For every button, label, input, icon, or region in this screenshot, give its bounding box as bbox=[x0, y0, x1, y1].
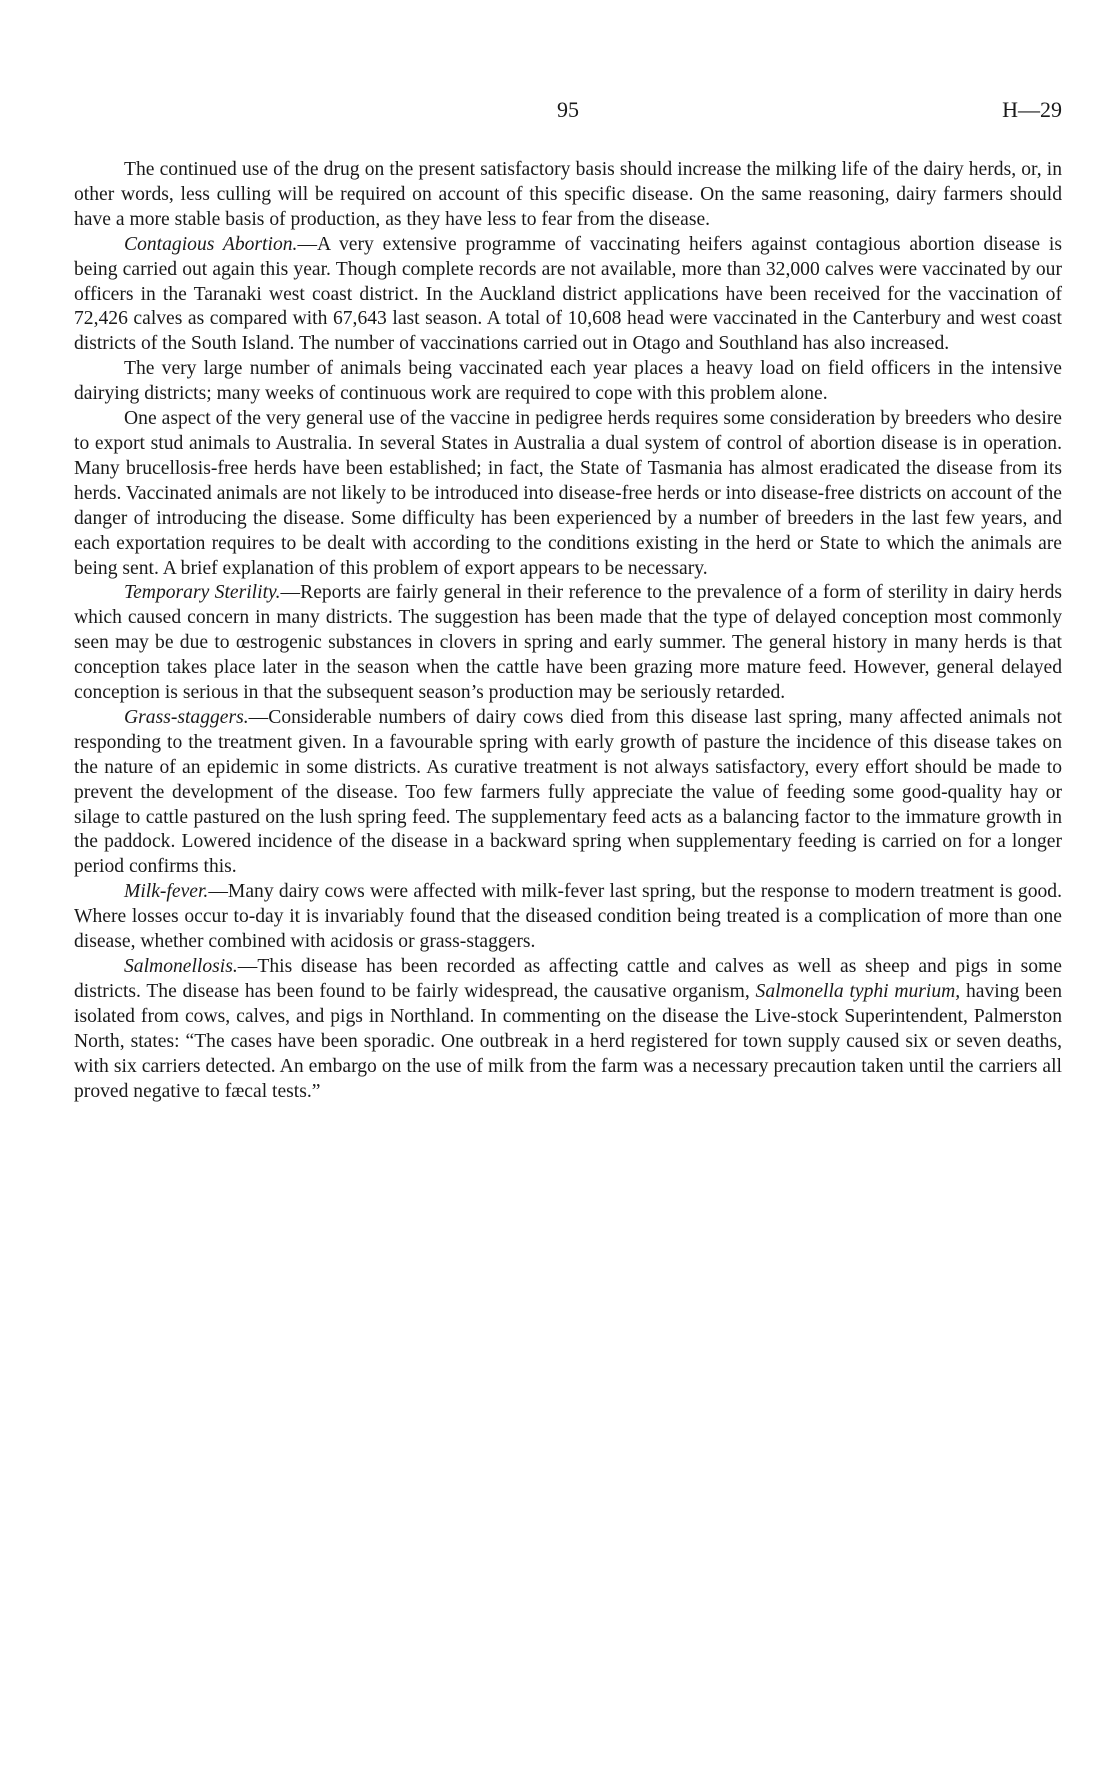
paragraph-salmonellosis bbox=[74, 955, 1062, 1104]
document-page bbox=[74, 0, 1062, 1781]
page-number: 95 bbox=[557, 97, 579, 122]
section-heading: Milk-fever. bbox=[124, 881, 209, 903]
page-header bbox=[74, 97, 1062, 127]
section-heading: Contagious Abortion. bbox=[124, 233, 298, 255]
paragraph-text: —This disease has been recorded as affecting cattle and calves as well as sheep and pigs in some districts. The disease has been found to be fairly widespread, the causative organism, bbox=[74, 956, 1062, 1002]
paragraph-contagious-abortion bbox=[74, 233, 1062, 358]
paragraph-text: —Many dairy cows were affected with milk-fever last spring, but the response to modern treatment is good. Where losses occur to-day it is invariably found that the diseased condition being treated is a complication of more than one disease, whether combined with acidosis or grass-staggers. bbox=[74, 881, 1062, 953]
paragraph-text: The very large number of animals being vaccinated each year places a heavy load on field officers in the intensive dairying districts; many weeks of continuous work are required to cope with this problem alone. bbox=[74, 358, 1062, 405]
paragraph-text: —Considerable numbers of dairy cows died from this disease last spring, many affected animals not responding to the treatment given. In a favourable spring with early growth of pasture the incidence of this disease takes on the nature of an epidemic in some districts. As curative treatment is not always satisfactory, every effort should be made to prevent the development of the disease. Too few farmers fully appreciate the value of feeding some good-quality hay or silage to cattle pastured on the lush spring feed. The supplementary feed acts as a balancing factor to the immature growth in the paddock. Lowered incidence of the disease in a backward spring when supplementary feeding is carried on for a longer period confirms this. bbox=[74, 706, 1062, 878]
paragraph-text: —A very extensive programme of vaccinating heifers against contagious abortion disease is being carried out again this year. Though complete records are not available, more than 32,000 calves were vaccinated by our officers in the Taranaki west coast district. In the Auckland district applications have been received for the vaccination of 72,426 calves as compared with 67,643 last season. A total of 10,608 head were vaccinated in the Canterbury and west coast districts of the South Island. The number of vaccinations carried out in Otago and Southland has also increased. bbox=[74, 233, 1062, 355]
paragraph-drug-use bbox=[74, 158, 1062, 233]
section-heading: Salmonellosis. bbox=[124, 956, 238, 977]
paragraph-milk-fever bbox=[74, 880, 1062, 955]
paragraph-export bbox=[74, 407, 1062, 581]
paragraph-text: —Reports are fairly general in their reference to the prevalence of a form of sterility in dairy herds which caused concern in many districts. The suggestion has been made that the type of delayed conception most commonly seen may be due to œstrogenic substances in clovers in spring and early summer. The general history in many herds is that conception takes place later in the season when the cattle have been grazing more mature feed. However, general delayed conception is serious in that the subsequent season’s production may be seriously retarded. bbox=[74, 582, 1062, 704]
paragraph-vaccination-load bbox=[74, 357, 1062, 407]
paragraph-text: having been isolated from cows, calves, and pigs in Northland. In commenting on the disease the Live-stock Superintendent, Palmerston North, states: “The cases have been sporadic. One outbreak in a herd registered for town supply caused six or seven deaths, with six carriers detected. An embargo on the use of milk from the farm was a necessary precaution taken until the carriers all proved negative to fæcal tests.” bbox=[74, 980, 1062, 1102]
paragraph-text: The continued use of the drug on the present satisfactory basis should increase the milking life of the dairy herds, or, in other words, less culling will be required on account of this specific disease. On the same reasoning, dairy farmers should have a more stable basis of production, as they have less to fear from the disease. bbox=[74, 159, 1062, 230]
section-heading: Grass-staggers. bbox=[124, 706, 249, 728]
paragraph-text: One aspect of the very general use of the vaccine in pedigree herds requires some consideration by breeders who desire to export stud animals to Australia. In several States in Australia a dual system of control of abortion disease is in operation. Many brucellosis-free herds have been established; in fact, the State of Tasmania has almost eradicated the disease from its herds. Vaccinated animals are not likely to be introduced into disease-free herds or into disease-free districts on account of the danger of introducing the disease. Some difficulty has been experienced by a number of breeders in the last few years, and each exportation requires to be dealt with according to the conditions existing in the herd or State to which the animals are being sent. A brief explanation of this problem of export appears to be necessary. bbox=[74, 408, 1062, 579]
organism-name: Salmonella typhi murium, bbox=[755, 980, 961, 1002]
paragraph-grass-staggers bbox=[74, 706, 1062, 880]
document-reference: H—29 bbox=[1002, 97, 1062, 122]
paragraph-temporary-sterility bbox=[74, 581, 1062, 706]
section-heading: Temporary Sterility. bbox=[124, 582, 281, 604]
body-text bbox=[74, 158, 1062, 1104]
